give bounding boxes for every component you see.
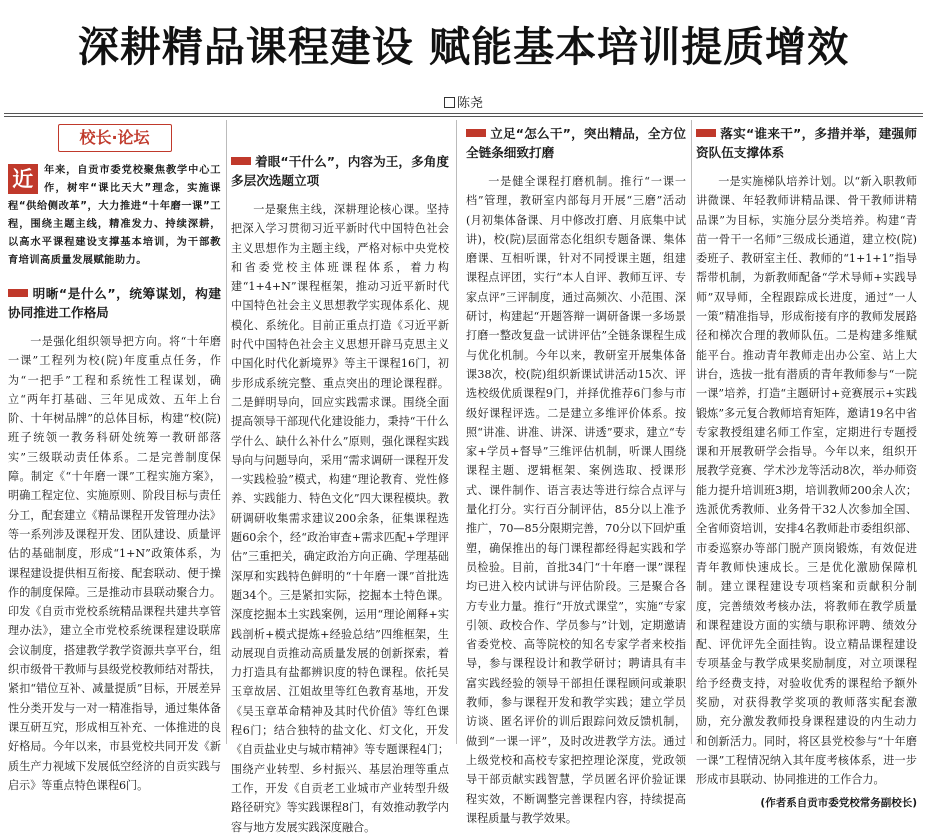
section-4-body: 一是实施梯队培养计划。以“新入职教师讲微课、年轻教师讲精品课、骨干教师讲精品课”为目标，实施分层分类培养。构建“青苗一骨干一名师”三级成长通道，建立校(院)委班子、教研室主任、教师的“1+1+1”指导帮带机制，为新教师配备“学术导师+实践导师”双导师，全程跟踪成长进度，通过“一人一策”精准指导，形成衔接有序的教师发展路径和梯次合理的教师队伍。二是构建多维赋能平台。推动青年教师走出办公室、站上大讲台，选拔一批有潜质的青年教师参与“一院一课”培养，打造“主题研讨+竞赛展示+实践锻炼”多元复合教师培育矩阵，邀请19名中省专家教授组建名师工作室，定期进行专题授课和开展教研学会指导。今年以来，组织开展教学竞赛、学术沙龙等活动8次，举办师资能力提升培训班3期，培训教师200余人次；选派优秀教师、业务骨干32人次参加全国、全省师资培训，安排4名教师赴市委组织部、市委巡察办等部门脱产顶岗锻炼，有效促进青年教师快速成长。三是优化激励保障机制。建立课程建设专项档案和贡献积分制度，完善绩效考核办法，将教师在教学质量和课程建设方面的实绩与职称评聘、绩效分配、评优评先全面挂钩。设立精品课程建设专项基金与教学成果奖励制度，对立项课程给予经费支持，对验收优秀的课程给予额外奖励，对获得教学奖项的教师落实配套激励，充分激发教师投身课程建设的内生动力和创新活力。同时，将区县党校参与“十年磨一课”工程情况纳入其年度考核体系，进一步形成市县联动、协同推进的工作合力。 <box>696 175 917 787</box>
section-title-3: 立足“怎么干”，突出精品，全方位全链条细致打磨 <box>466 126 686 160</box>
top-rule-double <box>4 116 923 117</box>
column-1 <box>8 122 221 792</box>
column-4 <box>696 122 917 809</box>
column-divider <box>226 120 227 744</box>
dropcap: 近 <box>8 164 38 194</box>
lead-text: 年来，自贡市委党校聚焦教学中心工作，树牢“课比天大”理念，实施课程“供给侧改革”，大力推进“十年磨一课”工程，围绕主题主线，精准发力、持续深耕，以高水平课程建设支撑基本培训，为干部教育培训高质量发展赋能助力。 <box>8 165 221 266</box>
red-bar-icon <box>466 129 486 137</box>
red-bar-icon <box>696 129 716 137</box>
section-1-body: 一是强化组织领导把方向。将“十年磨一课”工程列为校(院)年度重点任务，作为“一把手”工程和系统性工程谋划，确立“两年打基础、三年见成效、五年上台阶、十年树品牌”的总体目标，构建“校(院)班子统领一教务科研处统筹一教研部落实”三级联动责任体系。二是完善制度保障。制定《“十年磨一课”工程实施方案》，明确工程定位、实施原则、阶段目标与责任分工，配套建立《精品课程开发管理办法》等一系列涉及课程开发、团队建设、质量评估的基础制度，形成“1+N”政策体系，为课程建设提供相互衔接、配套联动、便于操作的制度保障。三是推动市县联动聚合力。印发《自贡市党校系统精品课程共建共享管理办法》，建立全市党校系统课程建设联席会议制度，搭建教学教学资源共享平台，组织市级骨干教师与县级党校教师结对帮扶，紧扣“错位互补、减量提质”目标，开展差异性分类开发与一对一精准指导，通过集体备课互研互究，形成相互补充、一体推进的良好格局。今年以来，市县党校共同开发《新质生产力视域下发展低空经济的自贡实践与启示》等重点特色课程6门。 <box>8 335 221 792</box>
byline <box>0 92 927 111</box>
column-tag: 校长·论坛 <box>58 124 172 152</box>
column-2 <box>231 122 449 834</box>
article-headline: 深耕精品课程建设 赋能基本培训提质增效 <box>77 23 850 71</box>
lead-paragraph <box>8 162 221 270</box>
section-title-4: 落实“谁来干”，多措并举，建强师资队伍支撑体系 <box>696 126 917 160</box>
top-rule <box>4 113 923 114</box>
section-2-body: 一是聚焦主线，深耕理论核心课。坚持把深入学习贯彻习近平新时代中国特色社会主义思想作为主题主线，严格对标中央党校和省委党校主体班课程体系，着力构建“1+4+N”课程框架，推动习近平新时代中国特色社会主义思想教学实现体系化、规模化、系统化。目前正重点打造《习近平新时代中国特色社会主义思想开辟马克思主义中国化时代化新境界》等主干课程16门，初步形成系统完整、重点突出的理论课程群。二是鲜明导向，回应实践需求课。围绕全面提高领导干部现代化建设能力，秉持“干什么学什么、缺什么补什么”原则，强化课程实践导向与问题导向，采用“需求调研一课程开发一实践检验”模式，构建“理论教育、党性修养、实践能力、特色文化”四大课程模块。教研调研收集需求建议200余条，征集课程选题60余个，经“政治审查+需求匹配+学理评估”三重把关，确定政治方向正确、学理基础深厚和实践特色鲜明的“十年磨一课”首批选题34个。三是紧扣实际，挖掘本土特色课。深度挖掘本土实践案例，运用“理论阐释+实践剖析+模式提炼+经验总结”四维框架，生动展现自贡推动高质量发展的创新探索，着力打造具有盐都辨识度的特色课程。依托吴玉章故居、江姐故里等红色教育基地，开发《吴玉章革命精神及其时代价值》等红色课程6门；结合独特的盐文化、灯文化，开发《自贡盐业史与城市精神》等专题课程4门；围绕产业转型、乡村振兴、基层治理等重点工作，开发《自贡老工业城市产业转型升级路径研究》等实践课程8门，有效推动教学内容与地方发展实践深度融合。 <box>231 203 449 834</box>
red-bar-icon <box>8 289 28 297</box>
column-divider <box>691 120 692 744</box>
author-name: 陈尧 <box>456 96 483 111</box>
author-signature: (作者系自贡市委党校常务副校长) <box>760 796 917 809</box>
column-divider <box>456 120 457 744</box>
section-title-1: 明晰“是什么”，统筹谋划，构建协同推进工作格局 <box>8 286 221 320</box>
section-title-2: 着眼“干什么”，内容为王，多角度多层次选题立项 <box>231 154 449 188</box>
square-bullet-icon <box>444 97 455 108</box>
column-3 <box>466 122 686 825</box>
section-3-body: 一是健全课程打磨机制。推行“一课一档”管理，教研室内部每月开展“三磨”活动(月初集体备课、月中修改打磨、月底集中试讲)，校(院)层面常态化组织专题备课、集体磨课、互相听课，针对不同授课主题，组建课程点评团，实行“本人自评、教师互评、专家点评”三评制度，通过高频次、小范围、深研讨，构建起“开题答辩一调研备课一多场景打磨一整改复盘一试讲评估”全链条课程生成与优化机制。今年以来，教研室开展集体备课38次，校(院)组织新课试讲活动15次、评选校级优质课程9门，并择优推荐6门参与市级好课程评选。二是建立多维评价体系。按照“讲准、讲准、讲深、讲透”要求，建立“专家+学员+督导”三维评估机制，听课人围绕课程主题、逻辑框架、案例选取、授课形式、课件制作、语言表达等进行综合点评与量化打分。实行百分制评估，85分以上准予推广，70—85分限期完善，70分以下回炉重塑，确保推出的每门课程都经得起实践和学员检验。目前，首批34门“十年磨一课”课程均已进入校内试讲与评估阶段。三是聚合各方专业力量。推行“开放式课堂”，实施“专家引领、政校合作、学员参与”计划，定期邀请省委党校、高等院校的知名专家学者来校指导，参与课程设计和教学研讨；聘请具有丰富实践经验的领导干部担任课程顾问或兼职教师，参与课程开发和教学实践；建立学员访谈、匿名评价的训后跟踪问效反馈机制，做到“一课一评”，及时改进教学方法。通过上级党校和高校专家把控理论深度，党政领导干部贡献实践智慧，学员匿名评价验证课程实效，不断调整完善课程内容，持续提高课程质量与教学效果。 <box>466 175 686 825</box>
red-bar-icon <box>231 157 251 165</box>
